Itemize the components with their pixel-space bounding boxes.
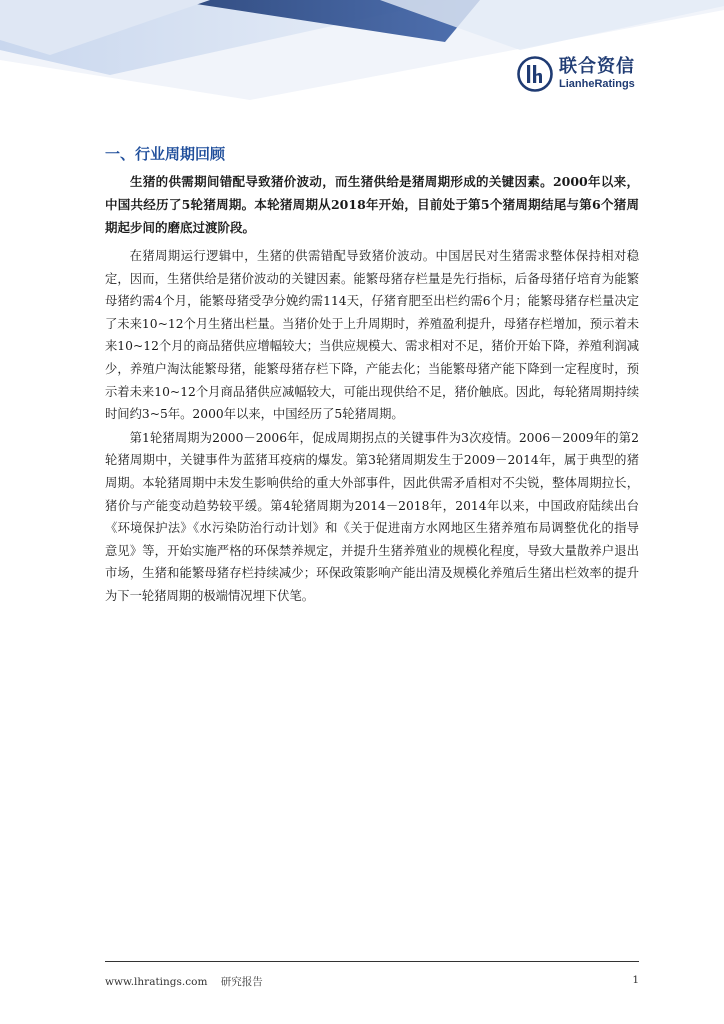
lianhe-logo-icon	[517, 56, 553, 92]
body-paragraph: 第1轮猪周期为2000－2006年，促成周期拐点的关键事件为3次疫情。2006－2009年的第2轮猪周期中，关键事件为蓝猪耳疫病的爆发。第3轮猪周期发生于2009－2014年，属于典型的猪周期。本轮猪周期中未发生影响供给的重大外部事件，因此供需矛盾相对不尖锐，整体周期拉长，猪价与产能变动趋势较平缓。第4轮猪周期为2014－2018年，2014年以来，中国政府陆续出台《环境保护法》《水污染防治行动计划》和《关于促进南方水网地区生猪养殖布局调整优化的指导意见》等，开始实施严格的环保禁养规定，并提升生猪养殖业的规模化程度，导致大量散养户退出市场，生猪和能繁母猪存栏持续减少；环保政策影响产能出清及规模化养殖后生猪出栏效率的提升为下一轮猪周期的极端情况埋下伏笔。	[105, 430, 639, 603]
brand-name-en: LianheRatings	[559, 78, 635, 90]
brand-logo	[517, 56, 635, 92]
footer-website-link[interactable]: www.lhratings.com	[105, 976, 208, 988]
brand-name-cn: 联合资信	[559, 56, 635, 77]
page-number: 1	[632, 974, 639, 986]
body-paragraph: 在猪周期运行逻辑中，生猪的供需错配导致猪价波动。中国居民对生猪需求整体保持相对稳定，因而，生猪供给是猪价波动的关键因素。能繁母猪存栏量是先行指标，后备母猪仔培育为能繁母猪约需4个月，能繁母猪受孕分娩约需114天，仔猪育肥至出栏约需6个月；能繁母猪存栏量决定了未来10~12个月生猪出栏量。当猪价处于上升周期时，养殖盈利提升，母猪存栏增加，预示着未来10~12个月的商品猪供应增幅较大；当供应规模大、需求相对不足，猪价开始下降，养殖利润减少，养殖户淘汰能繁母猪，能繁母猪存栏下降，产能去化；当能繁母猪产能下降到一定程度时，预示着未来10~12个月商品猪供应减幅较大，可能出现供给不足，猪价触底。因此，每轮猪周期持续时间约3~5年。2000年以来，中国经历了5轮猪周期。	[105, 249, 639, 422]
header-decoration	[0, 0, 724, 110]
report-body	[105, 170, 639, 608]
section-title: 一、行业周期回顾	[105, 145, 226, 163]
lead-paragraph: 生猪的供需期间错配导致猪价波动，而生猪供给是猪周期形成的关键因素。2000年以来，中国共经历了5轮猪周期。本轮猪周期从2018年开始，目前处于第5个猪周期结尾与第6个猪周期起步间的磨底过渡阶段。	[105, 174, 639, 235]
page-footer	[105, 974, 639, 989]
footer-divider	[105, 961, 639, 962]
footer-doc-type: 研究报告	[220, 976, 263, 988]
